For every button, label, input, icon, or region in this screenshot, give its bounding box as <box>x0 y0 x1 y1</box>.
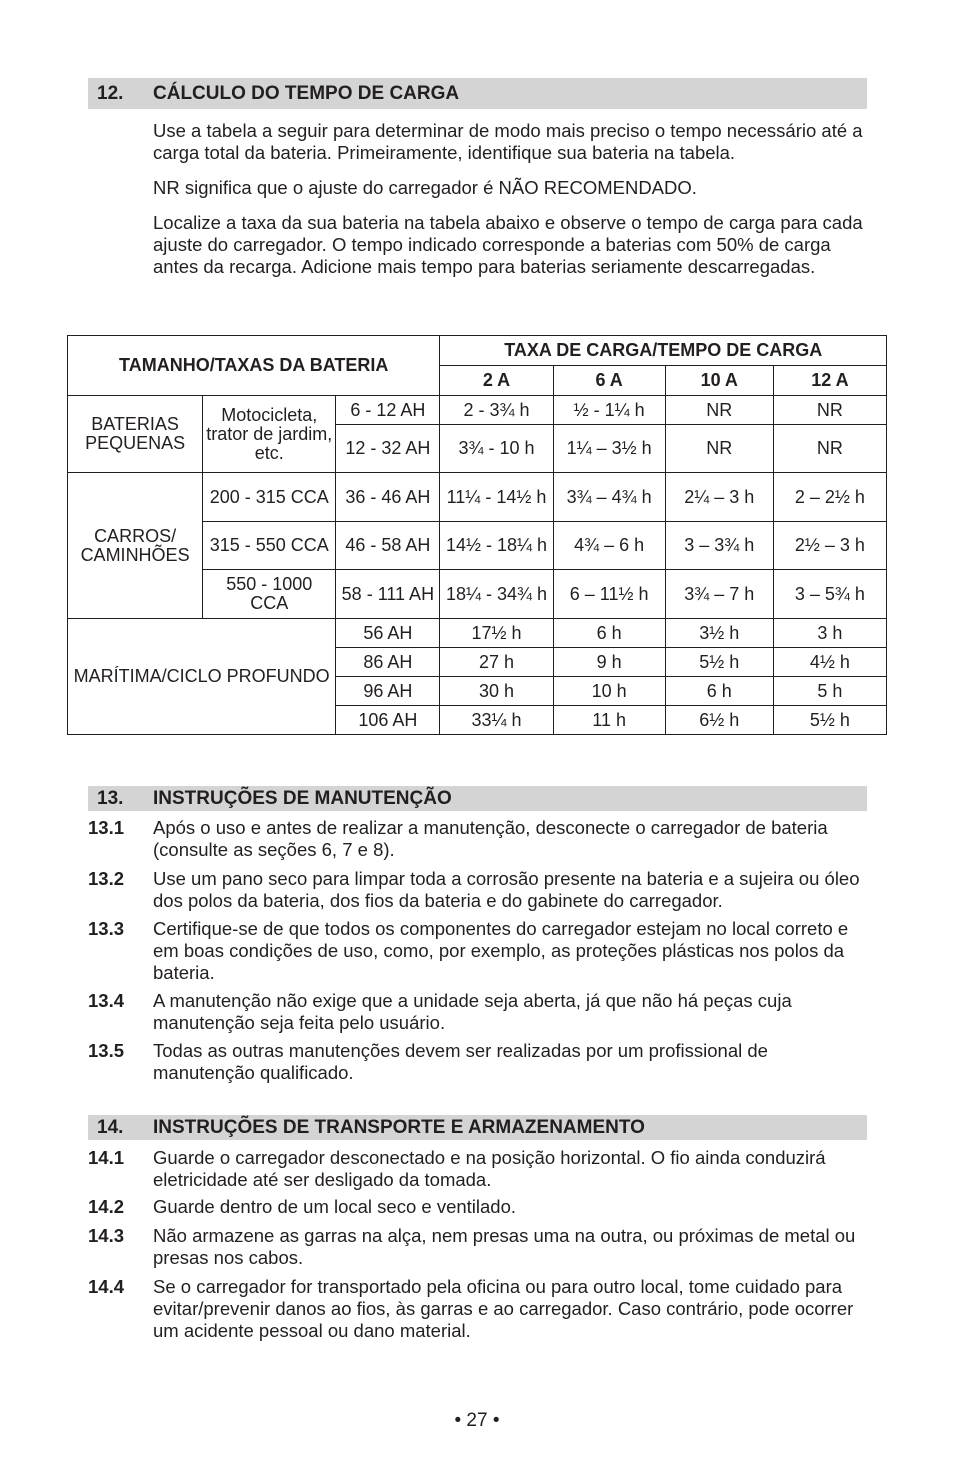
cca-range: 550 - 1000 CCA <box>203 570 336 619</box>
table-cell: 4½ h <box>773 648 886 677</box>
header-charge-rate: TAXA DE CARGA/TEMPO DE CARGA <box>440 336 887 366</box>
battery-size: 106 AH <box>336 706 440 735</box>
table-cell: 11¼ - 14½ h <box>440 473 553 522</box>
item-number: 14.4 <box>88 1276 125 1297</box>
item-number: 13.5 <box>88 1040 125 1061</box>
table-cell: 3 h <box>773 619 886 648</box>
item-text: Após o uso e antes de realizar a manutenção, desconecte o carregador de bateria (consulte as seções 6, 7 e 8). <box>153 817 828 860</box>
table-cell: 18¼ - 34¾ h <box>440 570 553 619</box>
table-cell: ½ - 1¼ h <box>553 396 665 425</box>
battery-size: 46 - 58 AH <box>336 522 440 570</box>
item-text: Todas as outras manutenções devem ser realizadas por um profissional de manutenção qualificado. <box>153 1040 768 1083</box>
table-cell: 9 h <box>553 648 665 677</box>
section-title: CÁLCULO DO TEMPO DE CARGA <box>153 83 460 104</box>
rate-header: 12 A <box>773 366 886 396</box>
item-number: 14.2 <box>88 1196 125 1217</box>
rate-header: 6 A <box>553 366 665 396</box>
item-text: Não armazene as garras na alça, nem presas uma na outra, ou próximas de metal ou presas nos cabos. <box>153 1225 856 1268</box>
charge-time-table <box>67 335 887 735</box>
item-text: Guarde o carregador desconectado e na posição horizontal. O fio ainda conduzirá eletricidade até ser desligado da tomada. <box>153 1147 826 1190</box>
table-cell: 3½ h <box>665 619 773 648</box>
item-text: Use um pano seco para limpar toda a corrosão presente na bateria e a sujeira ou óleo dos polos da bateria, dos fios da bateria e do gabinete do carregador. <box>153 868 860 911</box>
subcategory-small: Motocicleta, trator de jardim, etc. <box>203 396 336 473</box>
item-text: A manutenção não exige que a unidade seja aberta, já que não há peças cuja manutenção seja feita pelo usuário. <box>153 990 792 1033</box>
section-title: INSTRUÇÕES DE MANUTENÇÃO <box>153 788 452 809</box>
table-cell: 3 – 3¾ h <box>665 522 773 570</box>
category-cars: CARROS/ CAMINHÕES <box>68 473 203 619</box>
table-cell: 6 – 11½ h <box>553 570 665 619</box>
table-cell: NR <box>665 396 773 425</box>
page-number: • 27 • <box>454 1410 500 1431</box>
item-number: 13.3 <box>88 918 125 939</box>
table-cell: 4¾ – 6 h <box>553 522 665 570</box>
table-cell: 33¼ h <box>440 706 553 735</box>
table-cell: 2¼ – 3 h <box>665 473 773 522</box>
table-cell: 5½ h <box>773 706 886 735</box>
table-cell: 3¾ – 7 h <box>665 570 773 619</box>
table-cell: 6½ h <box>665 706 773 735</box>
table-cell: 30 h <box>440 677 553 706</box>
category-small: BATERIAS PEQUENAS <box>68 396 203 473</box>
item-number: 13.2 <box>88 868 125 889</box>
item-text: Certifique-se de que todos os componentes do carregador estejam no local correto e em boas condições de uso, como, por exemplo, as proteções plásticas nos polos da bateria. <box>153 918 849 983</box>
section-number: 12. <box>97 83 124 104</box>
paragraph: Use a tabela a seguir para determinar de modo mais preciso o tempo necessário até a carga total da bateria. Primeiramente, identifique sua bateria na tabela. <box>153 120 863 163</box>
paragraph: NR significa que o ajuste do carregador é NÃO RECOMENDADO. <box>153 177 697 198</box>
table-cell: 1¼ – 3½ h <box>553 425 665 473</box>
paragraph: Localize a taxa da sua bateria na tabela abaixo e observe o tempo de carga para cada ajuste do carregador. O tempo indicado corresponde a baterias com 50% de carga antes da recarga. Adicione mais tempo para baterias seriamente descarregadas. <box>153 212 863 277</box>
table-cell: 2½ – 3 h <box>773 522 886 570</box>
table-cell: NR <box>665 425 773 473</box>
battery-size: 86 AH <box>336 648 440 677</box>
battery-size: 58 - 111 AH <box>336 570 440 619</box>
section-title: INSTRUÇÕES DE TRANSPORTE E ARMAZENAMENTO <box>153 1117 645 1138</box>
battery-size: 56 AH <box>336 619 440 648</box>
table-cell: 10 h <box>553 677 665 706</box>
table-cell: 6 h <box>665 677 773 706</box>
item-text: Se o carregador for transportado pela oficina ou para outro local, tome cuidado para evitar/prevenir danos ao fios, às garras e ao carregador. Caso contrário, pode ocorrer um acidente pessoal ou dano material. <box>153 1276 854 1341</box>
table-cell: 3¾ - 10 h <box>440 425 553 473</box>
table-cell: 17½ h <box>440 619 553 648</box>
section-number: 13. <box>97 788 124 809</box>
item-number: 14.1 <box>88 1147 125 1168</box>
cca-range: 315 - 550 CCA <box>203 522 336 570</box>
table-cell: 14½ - 18¼ h <box>440 522 553 570</box>
table-cell: NR <box>773 425 886 473</box>
table-cell: 3 – 5¾ h <box>773 570 886 619</box>
table-cell: 2 – 2½ h <box>773 473 886 522</box>
item-number: 13.4 <box>88 990 125 1011</box>
item-text: Guarde dentro de um local seco e ventilado. <box>153 1196 517 1217</box>
table-cell: 5½ h <box>665 648 773 677</box>
item-number: 13.1 <box>88 817 125 838</box>
table-cell: 3¾ – 4¾ h <box>553 473 665 522</box>
table-cell: 2 - 3¾ h <box>440 396 553 425</box>
section-12-header <box>88 78 867 109</box>
table-cell: NR <box>773 396 886 425</box>
item-number: 14.3 <box>88 1225 125 1246</box>
section-number: 14. <box>97 1117 124 1138</box>
battery-size: 12 - 32 AH <box>336 425 440 473</box>
table-cell: 27 h <box>440 648 553 677</box>
category-marine: MARÍTIMA/CICLO PROFUNDO <box>68 619 336 735</box>
table-cell: 11 h <box>553 706 665 735</box>
header-battery-size: TAMANHO/TAXAS DA BATERIA <box>68 336 440 396</box>
rate-header: 2 A <box>440 366 553 396</box>
section-14-header <box>88 1115 867 1140</box>
table-cell: 5 h <box>773 677 886 706</box>
battery-size: 36 - 46 AH <box>336 473 440 522</box>
cca-range: 200 - 315 CCA <box>203 473 336 522</box>
rate-header: 10 A <box>665 366 773 396</box>
section-13-header <box>88 786 867 811</box>
battery-size: 6 - 12 AH <box>336 396 440 425</box>
table-cell: 6 h <box>553 619 665 648</box>
battery-size: 96 AH <box>336 677 440 706</box>
